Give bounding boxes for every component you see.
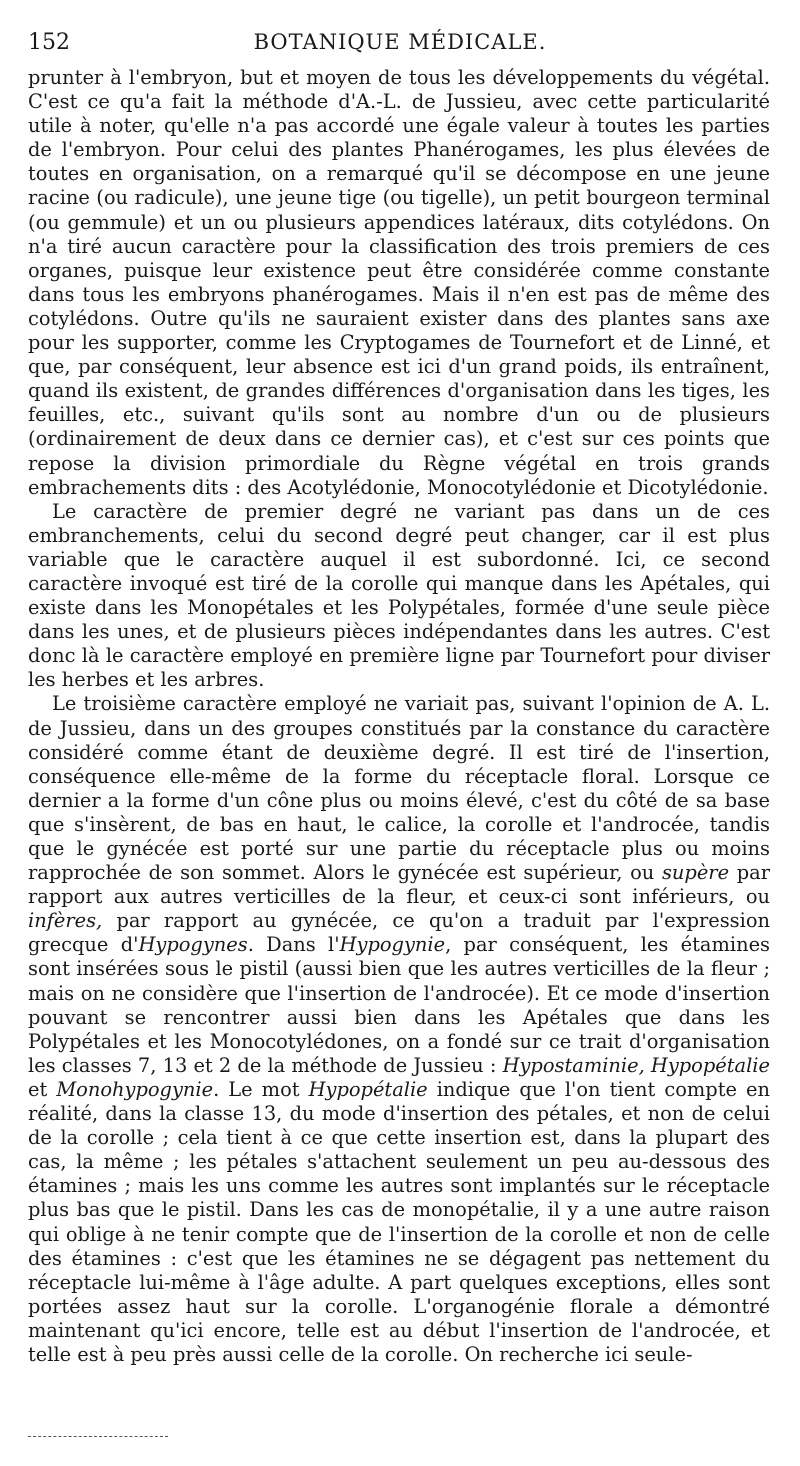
italic-term: infères, bbox=[28, 909, 103, 933]
page-number: 152 bbox=[28, 30, 70, 55]
page-body bbox=[28, 66, 770, 1367]
text-run: . Dans l' bbox=[247, 933, 340, 957]
running-title: BOTANIQUE MÉDICALE. bbox=[253, 30, 547, 54]
paragraph-second-degree bbox=[28, 500, 770, 693]
text-run: . Le mot bbox=[213, 1077, 309, 1101]
text-run: Le caractère de premier degré ne variant pas dans un de ces embranchements, celui du second degré peut changer, car il est plus variable que le caractère auquel il est subordonné. Ici, ce second caractère invoqué est tiré de la corolle qui manque dans les Apétales, qui existe dans les Monopétales et les Polypétales, formée d'une seule pièce dans les unes, et de plusieurs pièces indépendantes dans les autres. C'est donc là le caractère employé en première ligne par Tournefort pour diviser les herbes et les arbres. bbox=[28, 499, 770, 692]
text-run: , par conséquent, les étamines sont insérées sous le pistil (aussi bien que les autres verticilles de la fleur ; mais on ne considère que l'insertion de l'androcée). Et ce mode d'insertion pouvant se rencontrer aussi bien dans les Apétales que dans les Polypétales et les Monocotylédones, on a fondé sur ce trait d'organisation les classes 7, 13 et 2 de la méthode de Jussieu : bbox=[28, 933, 770, 1077]
italic-term: Hypostaminie, Hypopétalie bbox=[502, 1053, 770, 1077]
italic-term: Hypogynie bbox=[339, 933, 446, 957]
italic-term: supère bbox=[661, 861, 730, 885]
text-run: et bbox=[28, 1077, 57, 1101]
italic-term: Hypopétalie bbox=[308, 1077, 428, 1101]
text-run: par rapport aux autres verticilles de la fleur, et ceux-ci sont inférieurs, ou bbox=[28, 861, 770, 909]
page-header bbox=[28, 30, 772, 60]
text-run: indique que l'on tient compte en réalité, dans la classe 13, du mode d'insertion des pétales, et non de celui de la corolle ; cela tient à ce que cette insertion est, dans la plupart des cas, la même ; les pétales s'attachent seulement un peu au-dessous des étamines ; mais les uns comme les autres sont implantés sur le réceptacle plus bas que le pistil. Dans les cas de monopétalie, il y a une autre raison qui oblige à ne tenir compte que de l'insertion de la corolle et non de celle des étamines : c'est que les étamines ne se dégagent pas nettement du réceptacle lui-même à l'âge adulte. A part quelques exceptions, elles sont portées assez haut sur la corolle. L'organogénie florale a démontré maintenant qu'ici encore, telle est au début l'insertion de l'androcée, et telle est à peu près aussi celle de la corolle. On recherche ici seule- bbox=[28, 1077, 770, 1366]
text-run: Le troisième caractère employé ne variait pas, suivant l'opinion de A. L. de Jussieu, dans un des groupes constitués par la constance du caractère considéré comme étant de deuxième degré. Il est tiré de l'insertion, conséquence elle-même de la forme du réceptacle floral. Lorsque ce dernier a la forme d'un cône plus ou moins élevé, c'est du côté de sa base que s'insèrent, de bas en haut, le calice, la corolle et l'androcée, tandis que le gynécée est porté sur une partie du réceptacle plus ou moins rapprochée de son sommet. Alors le gynécée est supérieur, ou bbox=[28, 692, 770, 885]
footer-rule bbox=[28, 1436, 168, 1437]
paragraph-third-degree bbox=[28, 692, 770, 1367]
italic-term: Hypogynes bbox=[138, 933, 248, 957]
text-run: prunter à l'embryon, but et moyen de tous les développements du végétal. C'est ce qu'a fait la méthode d'A.-L. de Jussieu, avec cette particularité utile à noter, qu'elle n'a pas accordé une égale valeur à toutes les parties de l'embryon. Pour celui des plantes Phanérogames, les plus élevées de toutes en organisation, on a remarqué qu'il se décompose en une jeune racine (ou radicule), une jeune tige (ou tigelle), un petit bourgeon terminal (ou gemmule) et un ou plusieurs appendices latéraux, dits cotylédons. On n'a tiré aucun caractère pour la classification des trois premiers de ces organes, puisque leur existence peut être considérée comme constante dans tous les embryons phanérogames. Mais il n'en est pas de même des cotylédons. Outre qu'ils ne sauraient exister dans des plantes sans axe pour les supporter, comme les Cryptogames de Tournefort et de Linné, et que, par conséquent, leur absence est ici d'un grand poids, ils entraînent, quand ils existent, de grandes différences d'organisation dans les tiges, les feuilles, etc., suivant qu'ils sont au nombre d'un ou de plusieurs (ordinairement de deux dans ce dernier cas), et c'est sur ces points que repose la division primordiale du Règne végétal en trois grands embrachements dits : des Acotylédonie, Monocotylédonie et Dicotylédonie. bbox=[28, 66, 770, 499]
paragraph-continuation bbox=[28, 66, 770, 500]
text-run: par rapport au gynécée, ce qu'on a traduit par l'expression grecque d' bbox=[28, 909, 770, 957]
italic-term: Monohypogynie bbox=[56, 1077, 214, 1101]
